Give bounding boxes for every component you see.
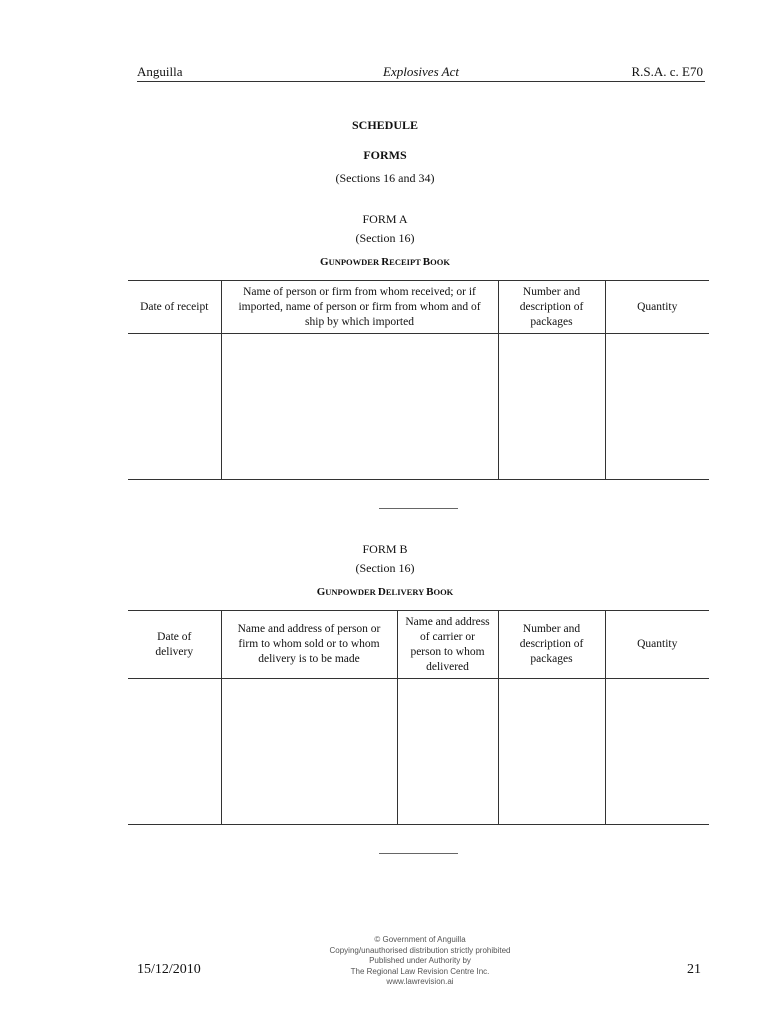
entry-cell (498, 334, 605, 480)
footer-centre-name: The Regional Law Revision Centre Inc. (350, 966, 490, 976)
column-header: Name and address of person or firm to whom sold or to whom delivery is to be made (221, 611, 397, 679)
footer-copying-notice: Copying/unauthorised distribution strictly prohibited (329, 945, 511, 955)
form-b-section: (Section 16) (355, 561, 415, 575)
running-header (137, 64, 705, 82)
column-header: Name and address of carrier or person to whom delivered (397, 611, 498, 679)
table-header-row (128, 281, 709, 334)
column-header: Name of person or firm from whom received; or if imported, name of person or firm from whom and of ship by which imported (221, 281, 498, 334)
column-header: Date of receipt (128, 281, 221, 334)
entry-cell (221, 679, 397, 825)
entry-cell (128, 334, 221, 480)
table-entry-row (128, 334, 709, 480)
entry-cell (221, 334, 498, 480)
table-entry-row (128, 679, 709, 825)
schedule-title: SCHEDULE (351, 118, 419, 132)
entry-cell (605, 334, 709, 480)
form-a-table (128, 280, 709, 480)
footer-website: www.lawrevision.ai (386, 977, 454, 986)
footer-copyright: © Government of Anguilla (374, 935, 466, 944)
column-header: Quantity (605, 611, 709, 679)
footer-date: 15/12/2010 (137, 962, 201, 977)
header-citation: R.S.A. c. E70 (631, 64, 703, 79)
form-b-title: FORM B (362, 542, 408, 556)
form-a-name: GUNPOWDER RECEIPT BOOK (320, 256, 450, 268)
header-act-title: Explosives Act (383, 64, 459, 79)
form-b-name: GUNPOWDER DELIVERY BOOK (316, 586, 454, 598)
form-b-table (128, 610, 709, 825)
section-divider (379, 853, 458, 854)
entry-cell (397, 679, 498, 825)
form-a-section: (Section 16) (355, 231, 415, 245)
entry-cell (128, 679, 221, 825)
column-header: Quantity (605, 281, 709, 334)
section-divider (379, 508, 458, 509)
entry-cell (498, 679, 605, 825)
column-header: Number and description of packages (498, 281, 605, 334)
footer-publisher-block (0, 935, 770, 988)
footer-published-by: Published under Authority by (369, 956, 471, 965)
column-header: Date of delivery (128, 611, 221, 679)
header-jurisdiction: Anguilla (137, 64, 183, 79)
column-header: Number and description of packages (498, 611, 605, 679)
table-header-row (128, 611, 709, 679)
form-a-title: FORM A (362, 212, 408, 226)
page-number: 21 (687, 962, 701, 977)
entry-cell (605, 679, 709, 825)
forms-title: FORMS (363, 148, 407, 162)
schedule-sections: (Sections 16 and 34) (335, 171, 435, 185)
